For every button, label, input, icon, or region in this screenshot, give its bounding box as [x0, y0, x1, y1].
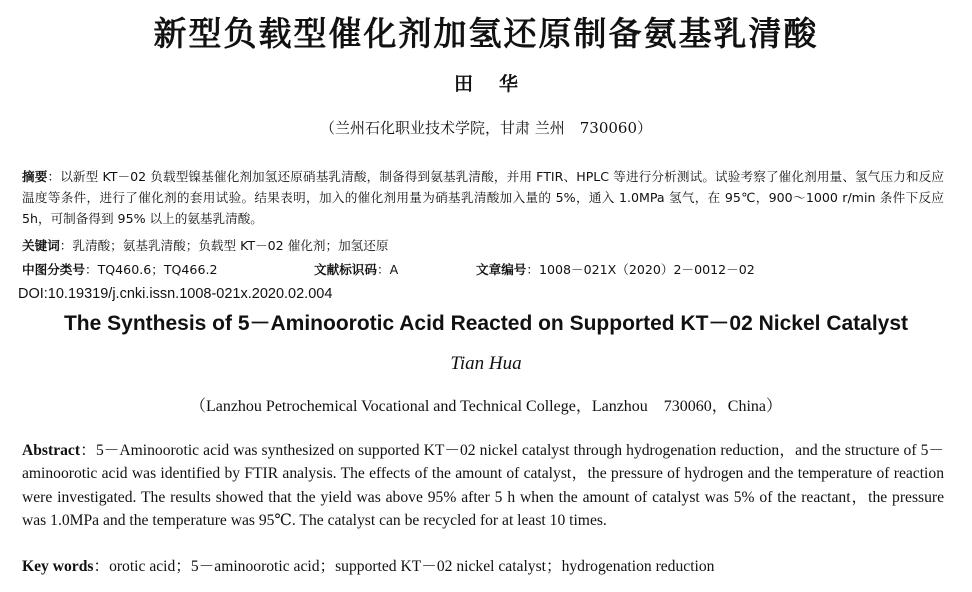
english-keywords-text: ：orotic acid；5－aminoorotic acid；supported KT－02 nickel catalyst；hydrogenation reduction [93, 558, 715, 575]
document-code [314, 260, 398, 280]
chinese-title: 新型负载型催化剂加氢还原制备氨基乳清酸 [153, 14, 819, 53]
document-code-value: ：A [376, 262, 399, 277]
classification-value: ：TQ460.6；TQ466.2 [84, 262, 218, 277]
classification-label: 中图分类号 [22, 262, 85, 277]
english-affiliation: （Lanzhou Petrochemical Vocational and Technical College，Lanzhou 730060，China） [189, 398, 783, 415]
document-code-label: 文献标识码 [314, 262, 377, 277]
chinese-keywords-label: 关键词 [22, 238, 60, 253]
english-abstract-text: ：5－Aminoorotic acid was synthesized on supported KT－02 nickel catalyst through hydrogenation reduction，and the structure of 5－aminoorotic acid was identified by FTIR analysis. The effects of the amount of catalyst，the pressure of hydrogen and the temperature of reaction were investigated. The results showed that the yield was above 95% after 5 h when the amount of catalyst was 5% of the reactant，the pressure was 1.0MPa and the temperature was 95℃. The catalyst can be recycled for at least 10 times. [22, 442, 944, 530]
chinese-keywords-text: ：乳清酸；氨基乳清酸；负载型 KT－02 催化剂；加氢还原 [59, 238, 389, 253]
article-number-value: ：1008－021X（2020）2－0012－02 [526, 262, 755, 277]
chinese-abstract [22, 166, 944, 229]
english-keywords-label: Key words [22, 558, 94, 575]
chinese-affiliation: （兰州石化职业技术学院，甘肃 兰州 730060） [319, 119, 653, 137]
english-keywords [22, 556, 944, 578]
english-author: Tian Hua [450, 353, 522, 374]
doi-link[interactable]: DOI:10.19319/j.cnki.issn.1008-021x.2020.02.004 [18, 286, 333, 302]
chinese-abstract-label: 摘要 [22, 169, 48, 184]
english-abstract-label: Abstract [22, 442, 81, 459]
chinese-keywords [22, 236, 944, 256]
article-number [476, 260, 755, 280]
english-title: The Synthesis of 5－Aminoorotic Acid Reacted on Supported KT－02 Nickel Catalyst [63, 312, 909, 335]
chinese-author: 田华 [453, 73, 544, 95]
english-abstract [22, 439, 944, 533]
classification-number [22, 260, 217, 280]
chinese-abstract-text: ：以新型 KT－02 负载型镍基催化剂加氢还原硝基乳清酸，制备得到氨基乳清酸，并用 FTIR、HPLC 等进行分析测试。试验考察了催化剂用量、氢气压力和反应温度等条件，进行了催化剂的套用试验。结果表明，加入的催化剂用量为硝基乳清酸加入量的 5%，通入 1.0MPa 氢气，在 95℃，900～1000 r/min 条件下反应 5h，可制备得到 95% 以上的氨基乳清酸。 [22, 169, 945, 226]
article-number-label: 文章编号 [476, 262, 527, 277]
